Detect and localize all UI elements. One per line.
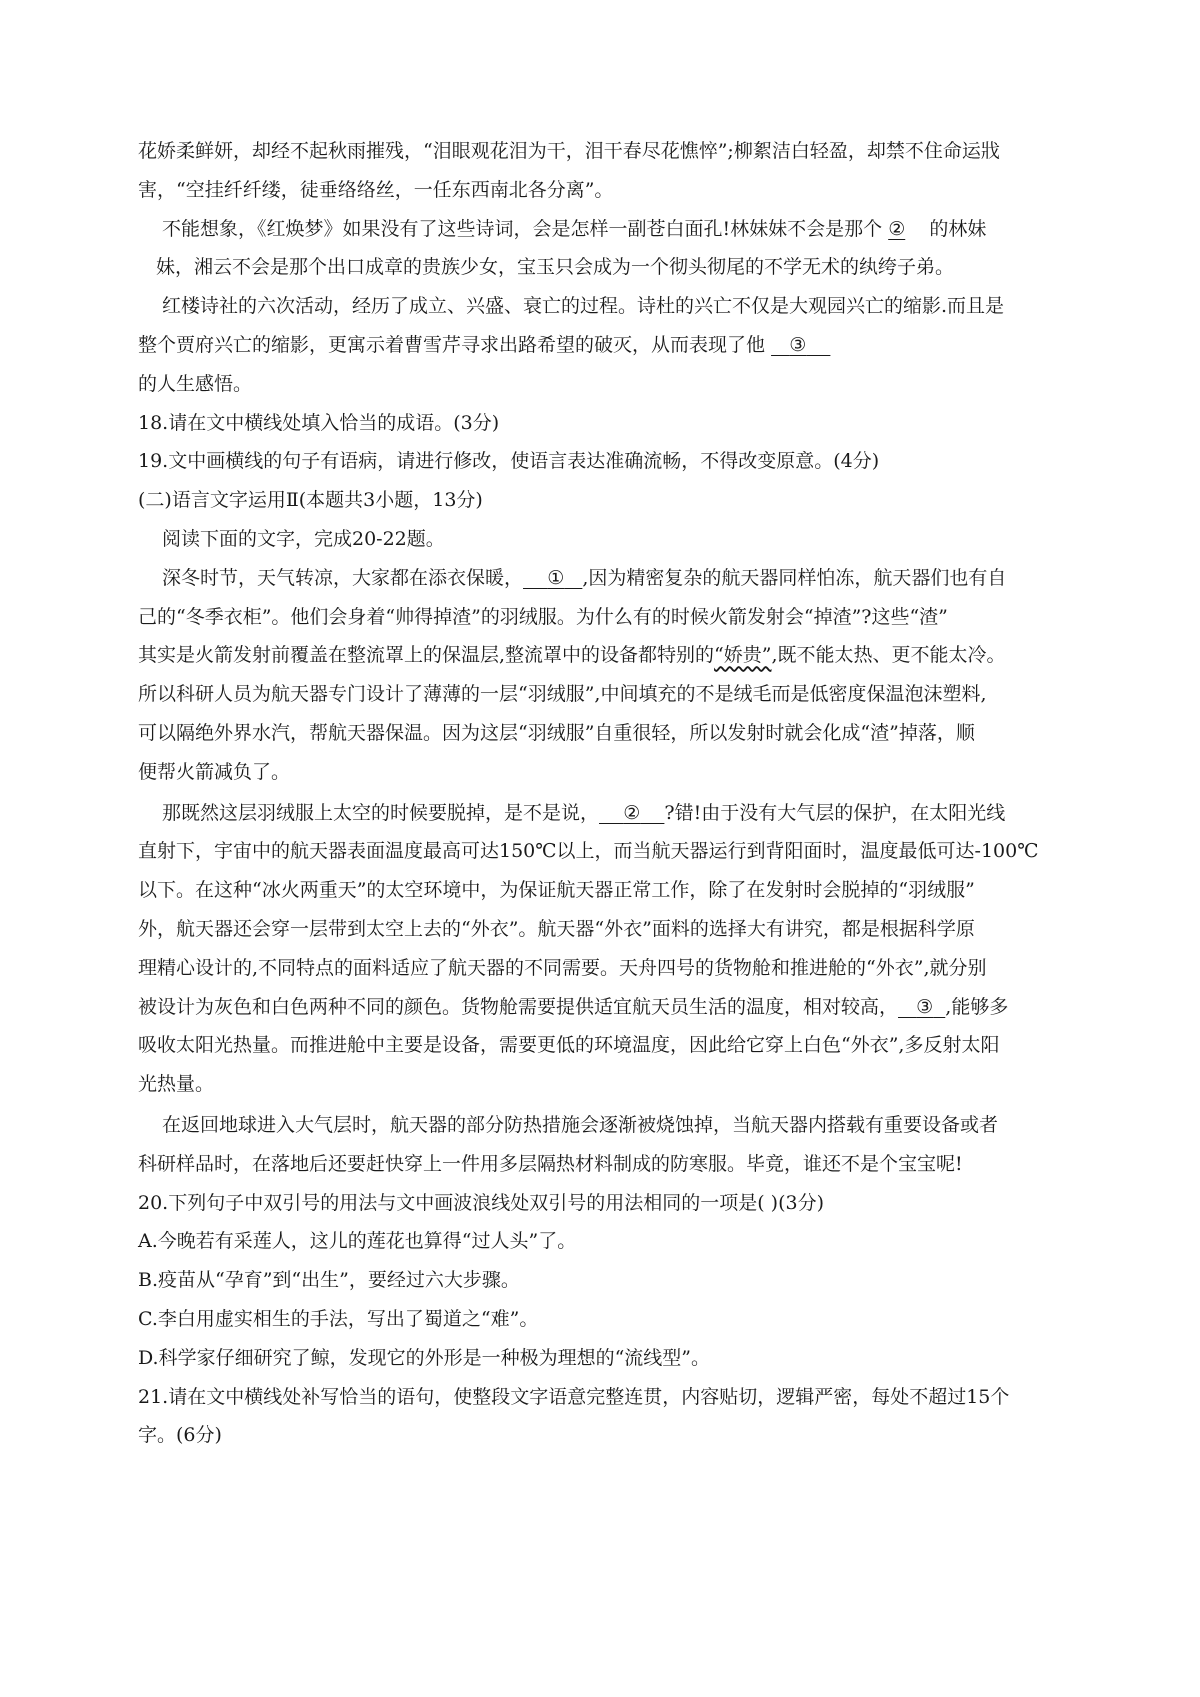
question-21-line1: 21.请在文中横线处补写恰当的语句，使整段文字语意完整连贯，内容贴切，逻辑严密，每处不超过15个 xyxy=(138,1385,1010,1408)
passage1-line6 xyxy=(138,326,1104,365)
passage2-p2-line5: 理精心设计的,不同特点的面料适应了航天器的不同需要。天舟四号的货物舱和推进舱的“外衣”,就分别 xyxy=(138,956,987,979)
passage2-p2-line1: 那既然这层羽绒服上太空的时候要脱掉，是不是说， ② ?错!由于没有大气层的保护，在太阳光线 xyxy=(138,794,1104,833)
section-heading: (二)语言文字运用Ⅱ(本题共3小题，13分) xyxy=(138,489,483,512)
question-21-line2: 字。(6分) xyxy=(138,1424,222,1447)
passage2-p3-line1: 在返回地球进入大气层时，航天器的部分防热措施会逐渐被烧蚀掉，当航天器内搭载有重要设备或者 xyxy=(162,1113,999,1136)
question-20: 20.下列句子中双引号的用法与文中画波浪线处双引号的用法相同的一项是( )(3分) xyxy=(138,1191,824,1214)
passage1-line7: 的人生感悟。 xyxy=(138,372,253,395)
passage2-p2-line8: 光热量。 xyxy=(138,1073,215,1096)
option-c: C.李白用虚实相生的手法，写出了蜀道之“难”。 xyxy=(138,1307,539,1330)
question-19: 19.文中画横线的句子有语病，请进行修改，使语言表达准确流畅，不得改变原意。(4分) xyxy=(138,450,880,473)
blank-2b: ② xyxy=(623,801,641,824)
passage1-line5: 红楼诗社的六次活动，经历了成立、兴盛、衰亡的过程。诗杜的兴亡不仅是大观园兴亡的缩影.而且是 xyxy=(162,295,1005,318)
passage2-p1-line5: 可以隔绝外界水汽，帮航天器保温。因为这层“羽绒服”自重很轻，所以发射时就会化成“渣”掉落，顺 xyxy=(138,721,975,744)
option-b: B.疫苗从“孕育”到“出生”，要经过六大步骤。 xyxy=(138,1269,520,1292)
passage2-p2-line2: 直射下，宇宙中的航天器表面温度最高可达150℃以上，而当航天器运行到背阳面时，温度最低可达-100℃ xyxy=(138,840,1039,863)
blank-3: ③ xyxy=(789,333,807,356)
passage2-p2-line4: 外，航天器还会穿一层带到太空上去的“外衣”。航天器“外衣”面料的选择大有讲究，都是根据科学原 xyxy=(138,917,975,940)
blank-3b: ③ xyxy=(916,995,934,1018)
passage2-p1-line6: 便帮火箭减负了。 xyxy=(138,760,291,783)
passage2-p1-line4: 所以科研人员为航天器专门设计了薄薄的一层“羽绒服”,中间填充的不是绒毛而是低密度保温泡沫塑料, xyxy=(138,683,987,706)
passage2-p2-line6: 被设计为灰色和白色两种不同的颜色。货物舱需要提供适宜航天员生活的温度，相对较高， ③ ,能够多 xyxy=(138,988,1104,1027)
passage2-p2-line3: 以下。在这种“冰火两重天”的太空环境中，为保证航天器正常工作，除了在发射时会脱掉的“羽绒服” xyxy=(138,879,975,902)
passage1-line1: 花娇柔鲜妍，却经不起秋雨摧残，“泪眼观花泪为干，泪干春尽花憔悴”;柳絮洁白轻盈，却禁不住命运戕 xyxy=(138,140,1000,162)
passage2-p1-line2: 己的“冬季衣柜”。他们会身着“帅得掉渣”的羽绒服。为什么有的时候火箭发射会“掉渣”?这些“渣” xyxy=(138,605,948,628)
passage1-line3-pre: 不能想象，《红焕梦》如果没有了这些诗词，会是怎样一副苍白面孔!林妹妹不会是那个 xyxy=(162,217,883,240)
passage1-line6-pre: 整个贾府兴亡的缩影，更寓示着曹雪芹寻求出路希望的破灭，从而表现了他 xyxy=(138,333,766,356)
wavy-underline-quote: “娇贵” xyxy=(714,644,772,667)
passage2-p1-line3: 其实是火箭发射前覆盖在整流罩上的保温层,整流罩中的设备都特别的“娇贵”,既不能太热、更不能太冷。 xyxy=(138,644,1006,667)
passage1-line2: 害，“空挂纤纤缕，徒垂络络丝，一任东西南北各分离”。 xyxy=(138,178,614,201)
passage2-p1-line1: 深冬时节，天气转凉，大家都在添衣保暖， ① ,因为精密复杂的航天器同样怕冻，航天器们也有自 xyxy=(138,559,1104,598)
blank-2: ② xyxy=(888,217,906,240)
passage1-line3-post: 的林妹 xyxy=(929,217,987,240)
passage1-line3 xyxy=(138,210,1104,249)
option-d: D.科学家仔细研究了鲸，发现它的外形是一种极为理想的“流线型”。 xyxy=(138,1346,711,1369)
option-a: A.今晚若有采莲人，这儿的莲花也算得“过人头”了。 xyxy=(138,1230,577,1253)
passage2-p2-line7: 吸收太阳光热量。而推进舱中主要是设备，需要更低的环境温度，因此给它穿上白色“外衣”,多反射太阳 xyxy=(138,1034,1000,1057)
question-18: 18.请在文中横线处填入恰当的成语。(3分) xyxy=(138,411,500,434)
passage2-p3-line2: 科研样品时，在落地后还要赶快穿上一件用多层隔热材料制成的防寒服。毕竟，谁还不是个宝宝呢! xyxy=(138,1152,963,1175)
blank-1: ① xyxy=(547,566,565,589)
passage1-line4: 妹，湘云不会是那个出口成章的贵族少女，宝玉只会成为一个彻头彻尾的不学无术的纨绔子弟。 xyxy=(156,256,955,279)
instruction: 阅读下面的文字，完成20-22题。 xyxy=(162,527,445,550)
